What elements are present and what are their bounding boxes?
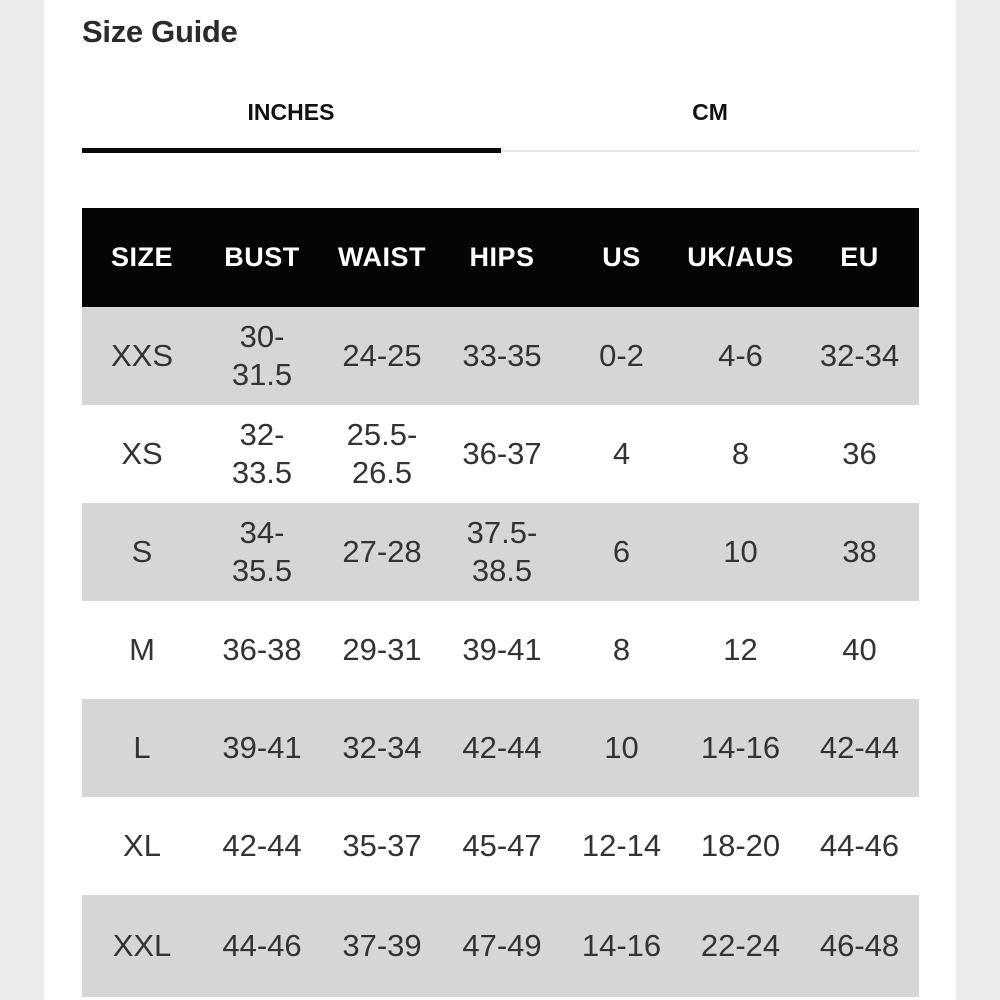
cell-bust <box>202 307 322 405</box>
cell-bust: 44-46 <box>222 928 302 963</box>
header-us: US <box>602 242 641 272</box>
cell-uk-aus: 14-16 <box>700 730 781 765</box>
cell-waist: 24-25 <box>342 338 422 373</box>
cell-hips: 42-44 <box>462 730 542 765</box>
cell-size: XS <box>121 436 163 471</box>
cell-bust <box>202 503 322 601</box>
header-waist: WAIST <box>338 242 426 272</box>
tab-inches[interactable]: INCHES <box>247 98 335 125</box>
cell-eu: 40 <box>842 632 877 667</box>
cell-waist: 27-28 <box>342 534 422 569</box>
cell-hips-value: 37.5-38.5 <box>466 515 538 588</box>
cell-hips: 36-37 <box>462 436 542 471</box>
cell-bust: 39-41 <box>222 730 302 765</box>
cell-waist: 37-39 <box>342 928 422 963</box>
cell-bust-value: 32-33.5 <box>231 417 293 490</box>
cell-us: 0-2 <box>599 338 644 373</box>
cell-eu: 38 <box>842 534 877 569</box>
size-chart-table <box>82 208 919 997</box>
cell-size: XXL <box>112 928 172 963</box>
cell-size: XL <box>123 828 161 863</box>
unit-tabs <box>82 72 919 154</box>
tab-cm[interactable]: CM <box>692 98 728 125</box>
cell-uk-aus: 10 <box>723 534 758 569</box>
cell-uk-aus: 4-6 <box>718 338 763 373</box>
cell-waist: 35-37 <box>342 828 422 863</box>
cell-us: 12-14 <box>581 828 662 863</box>
header-eu: EU <box>840 242 879 272</box>
table-row <box>82 895 919 997</box>
cell-hips: 45-47 <box>462 828 542 863</box>
cell-eu: 32-34 <box>819 338 900 373</box>
cell-size: S <box>131 534 153 569</box>
table-row <box>82 405 919 503</box>
table-row <box>82 699 919 797</box>
table-row <box>82 503 919 601</box>
cell-size: XXS <box>110 338 174 373</box>
cell-uk-aus: 8 <box>731 436 750 471</box>
cell-hips: 39-41 <box>462 632 542 667</box>
cell-waist: 29-31 <box>342 632 422 667</box>
cell-us: 8 <box>612 632 631 667</box>
table-row <box>82 601 919 699</box>
cell-waist <box>322 405 442 503</box>
header-size: SIZE <box>110 242 173 272</box>
cell-size: M <box>129 632 155 667</box>
header-bust: BUST <box>224 242 300 272</box>
cell-uk-aus: 12 <box>723 632 758 667</box>
cell-eu: 44-46 <box>819 828 900 863</box>
cell-hips <box>442 503 562 601</box>
cell-us: 14-16 <box>581 928 662 963</box>
cell-eu: 42-44 <box>819 730 900 765</box>
cell-hips: 47-49 <box>462 928 542 963</box>
cell-us: 10 <box>604 730 639 765</box>
cell-waist: 32-34 <box>342 730 422 765</box>
table-row <box>82 307 919 405</box>
cell-size: L <box>133 730 151 765</box>
cell-bust <box>202 405 322 503</box>
cell-us: 6 <box>612 534 631 569</box>
cell-eu: 46-48 <box>819 928 900 963</box>
table-header-row <box>82 208 919 307</box>
cell-bust: 36-38 <box>222 632 302 667</box>
table-row <box>82 797 919 895</box>
cell-us: 4 <box>612 436 631 471</box>
cell-bust-value: 34-35.5 <box>231 515 293 588</box>
cell-bust-value: 30-31.5 <box>231 319 293 392</box>
active-tab-indicator <box>82 148 501 153</box>
cell-eu: 36 <box>842 436 877 471</box>
page-title: Size Guide <box>82 14 238 49</box>
cell-waist-value: 25.5-26.5 <box>346 417 418 490</box>
cell-uk-aus: 18-20 <box>700 828 781 863</box>
header-hips: HIPS <box>469 242 535 272</box>
cell-uk-aus: 22-24 <box>700 928 781 963</box>
cell-bust: 42-44 <box>222 828 302 863</box>
header-uk-aus: UK/AUS <box>687 242 794 272</box>
cell-hips: 33-35 <box>462 338 542 373</box>
